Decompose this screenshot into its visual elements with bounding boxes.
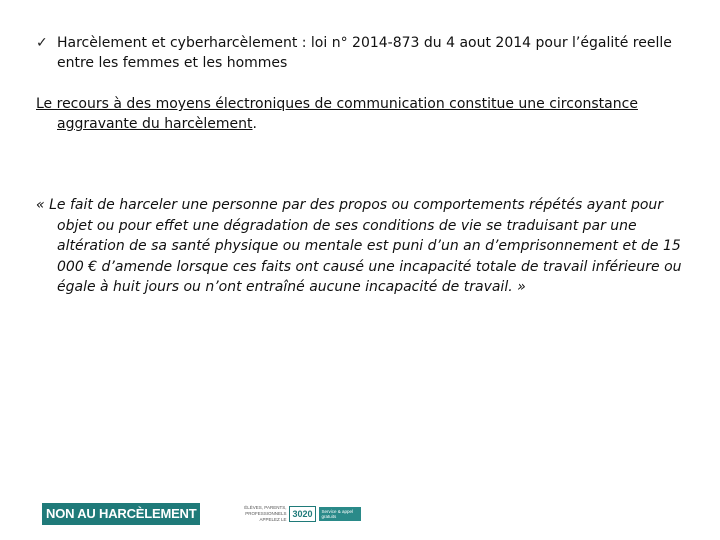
service-badge [319, 507, 361, 521]
non-au-harcelement-logo: NON AU HARCÈLEMENT [42, 503, 200, 525]
checkmark-icon: ✓ [36, 35, 48, 51]
law-statement-line-2: aggravante du harcèlement [57, 116, 253, 132]
bullet-heading [36, 33, 686, 73]
legal-quote-line-1: « Le fait de harceler une personne par des propos ou comportements répétés ayant pour [36, 197, 664, 213]
legal-quote-line-2: objet ou pour effet une dégradation de ses conditions de vie se traduisant par une [57, 217, 637, 234]
bullet-heading-line-2: entre les femmes et les hommes [57, 55, 288, 71]
bullet-heading-line-1: Harcèlement et cyberharcèlement : loi n° 2014-873 du 4 aout 2014 pour l’égalité reelle [57, 35, 672, 51]
service-badge-line-2: gratuits [321, 514, 337, 519]
logo-subtitle-line-2: APPELEZ LE [259, 517, 287, 522]
helpline-number: 3020 [289, 506, 315, 522]
legal-quote [36, 195, 686, 298]
logo-subtitle [208, 505, 286, 523]
legal-quote-line-3: altération de sa santé physique ou mentale est puni d’un an d’emprisonnement et de 15 [57, 238, 681, 254]
footer-logo-banner [42, 503, 361, 525]
law-statement-line-2-wrap [36, 114, 656, 134]
law-statement [36, 94, 656, 134]
law-statement-period: . [252, 116, 257, 132]
legal-quote-line-5: égale à huit jours ou n’ont entraîné aucune incapacité de travail. » [57, 279, 526, 295]
legal-quote-line-4: 000 € d’amende lorsque ces faits ont causé une incapacité totale de travail inférieure ou [57, 258, 682, 275]
law-statement-line-1: Le recours à des moyens électroniques de communication constitue une circonstance [36, 96, 638, 112]
logo-subtitle-line-1: ÉLÈVES, PARENTS, PROFESSIONNELS [244, 505, 287, 516]
service-badge-line-1: Service & appel [321, 509, 354, 514]
